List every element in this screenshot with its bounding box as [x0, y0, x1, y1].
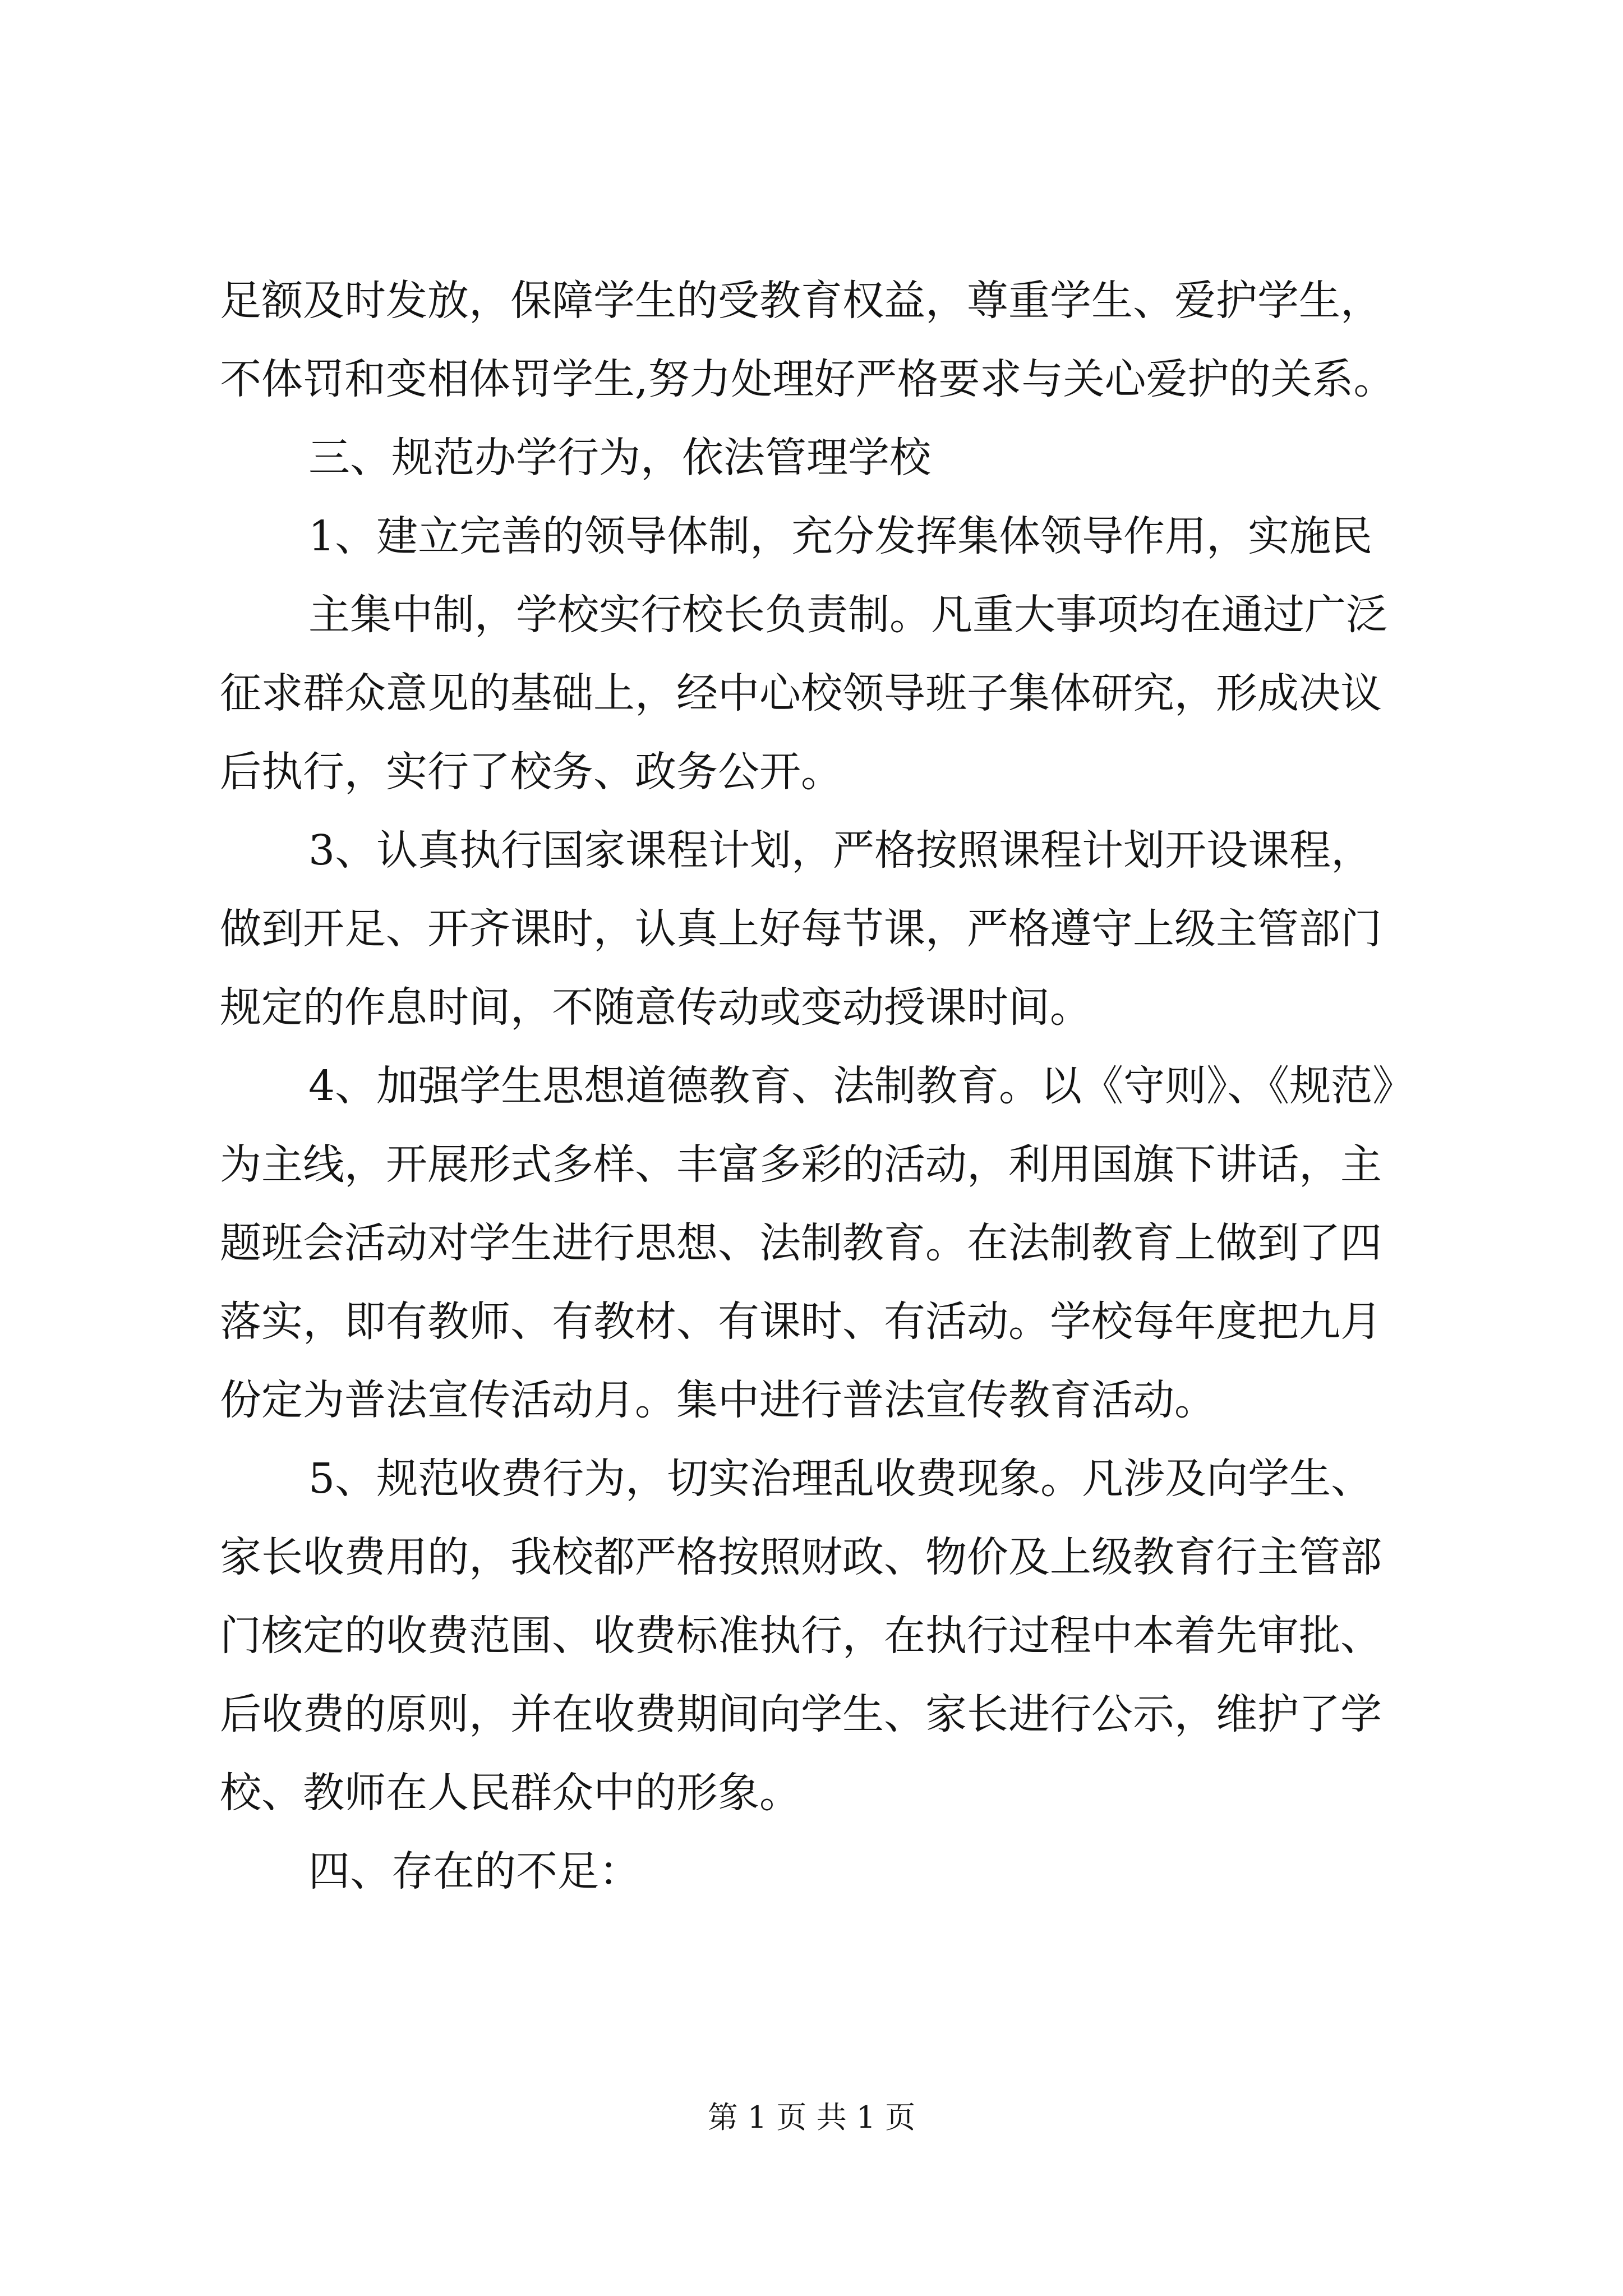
body-text-line: 不体罚和变相体罚学生,努力处理好严格要求与关心爱护的关系。 — [220, 355, 1395, 403]
body-text-line: 足额及时发放，保障学生的受教育权益，尊重学生、爱护学生， — [220, 277, 1382, 325]
body-text-line: 落实，即有教师、有教材、有课时、有活动。学校每年度把九月 — [220, 1297, 1382, 1346]
body-text-line: 规定的作息时间，不随意传动或变动授课时间。 — [220, 983, 1091, 1032]
body-text-line: 份定为普法宣传活动月。集中进行普法宣传教育活动。 — [220, 1376, 1216, 1424]
body-text-line: 家长收费用的，我校都严格按照财政、物价及上级教育行主管部 — [220, 1533, 1382, 1581]
body-text-line: 4、加强学生思想道德教育、法制教育。以《守则》、《规范》 — [308, 1062, 1414, 1110]
body-text-line: 后执行，实行了校务、政务公开。 — [220, 748, 842, 796]
section-heading: 四、存在的不足： — [308, 1847, 640, 1895]
body-text-line: 3、认真执行国家课程计划，严格按照课程计划开设课程， — [308, 826, 1373, 875]
body-text-line: 门核定的收费范围、收费标准执行，在执行过程中本着先审批、 — [220, 1612, 1382, 1660]
body-text-line: 校、教师在人民群众中的形象。 — [220, 1769, 801, 1817]
body-text-line: 为主线，开展形式多样、丰富多彩的活动，利用国旗下讲话，主 — [220, 1140, 1382, 1189]
page-footer-number: 第 1 页 共 1 页 — [707, 2100, 916, 2135]
body-text-line: 5、规范收费行为，切实治理乱收费现象。凡涉及向学生、 — [308, 1455, 1373, 1503]
body-text-line: 1、建立完善的领导体制，充分发挥集体领导作用，实施民 — [308, 512, 1373, 560]
body-text-line: 题班会活动对学生进行思想、法制教育。在法制教育上做到了四 — [220, 1219, 1382, 1267]
body-text-line: 做到开足、开齐课时，认真上好每节课，严格遵守上级主管部门 — [220, 905, 1382, 953]
body-text-line: 征求群众意见的基础上，经中心校领导班子集体研究，形成决议 — [220, 669, 1382, 717]
body-text-line: 主集中制，学校实行校长负责制。凡重大事项均在通过广泛 — [308, 591, 1387, 639]
section-heading: 三、规范办学行为，依法管理学校 — [308, 434, 931, 482]
body-text-line: 后收费的原则，并在收费期间向学生、家长进行公示，维护了学 — [220, 1690, 1382, 1738]
